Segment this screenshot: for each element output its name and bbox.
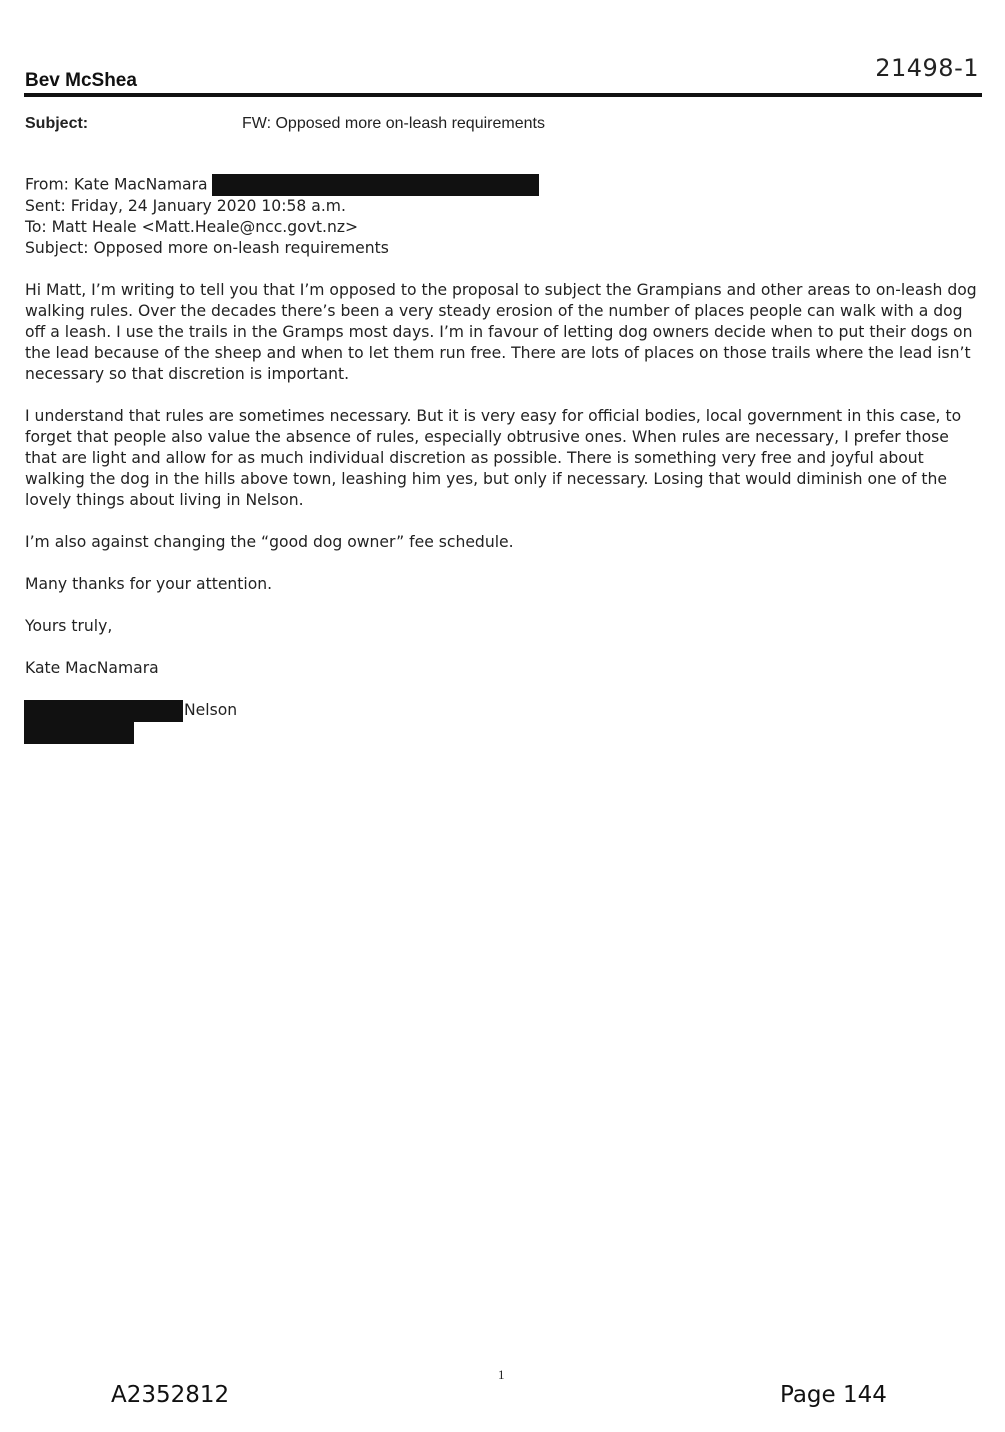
subject-value: FW: Opposed more on-leash requirements [242,115,545,132]
email-sent: Sent: Friday, 24 January 2020 10:58 a.m. [25,197,346,215]
document-id: 21498-1 [875,54,979,82]
footer-reference: A2352812 [111,1382,230,1408]
page-number: 1 [498,1367,505,1382]
email-from: From: Kate MacNamara [25,175,208,194]
redacted-address-line [24,722,134,744]
email-from-line [25,174,985,196]
sender-name: Bev McShea [25,70,137,91]
address-town: Nelson [184,701,238,719]
redacted-email-address [212,174,539,196]
subject-label: Subject: [25,115,89,132]
redacted-street-address [24,700,183,722]
email-paragraph: I’m also against changing the “good dog owner” fee schedule. [25,533,514,551]
email-paragraph: I understand that rules are sometimes necessary. But it is very easy for official bodies, local government in this case, to forget that people also value the absence of rules, especially obtrusive ones. When rules are necessary, I prefer those that are light and allow for as much individual discretion as possible. There is something very free and joyful about walking the dog in the hills above town, leashing him yes, but only if necessary. Losing that would diminish one of the lovely things about living in Nelson. [25,407,962,509]
email-header [25,174,985,259]
email-subject: Subject: Opposed more on-leash requirements [25,239,389,257]
email-sign-off: Yours truly, [25,617,113,635]
email-paragraph: Many thanks for your attention. [25,575,273,593]
email-signature-name: Kate MacNamara [25,659,159,677]
email-paragraph: Hi Matt, I’m writing to tell you that I’m opposed to the proposal to subject the Grampians and other areas to on-leash dog walking rules. Over the decades there’s been a very steady erosion of the number of places people can walk with a dog off a leash. I use the trails in the Gramps most days. I’m in favour of letting dog owners decide when to put their dogs on the lead because of the sheep and when to let them run free. There are lots of places on those trails where the lead isn’t necessary so that discretion is important. [25,281,977,383]
email-body [25,174,985,721]
address-block [25,700,985,721]
email-to: To: Matt Heale <Matt.Heale@ncc.govt.nz> [25,218,359,236]
footer-page-label: Page 144 [780,1382,887,1408]
header-divider [24,93,982,97]
